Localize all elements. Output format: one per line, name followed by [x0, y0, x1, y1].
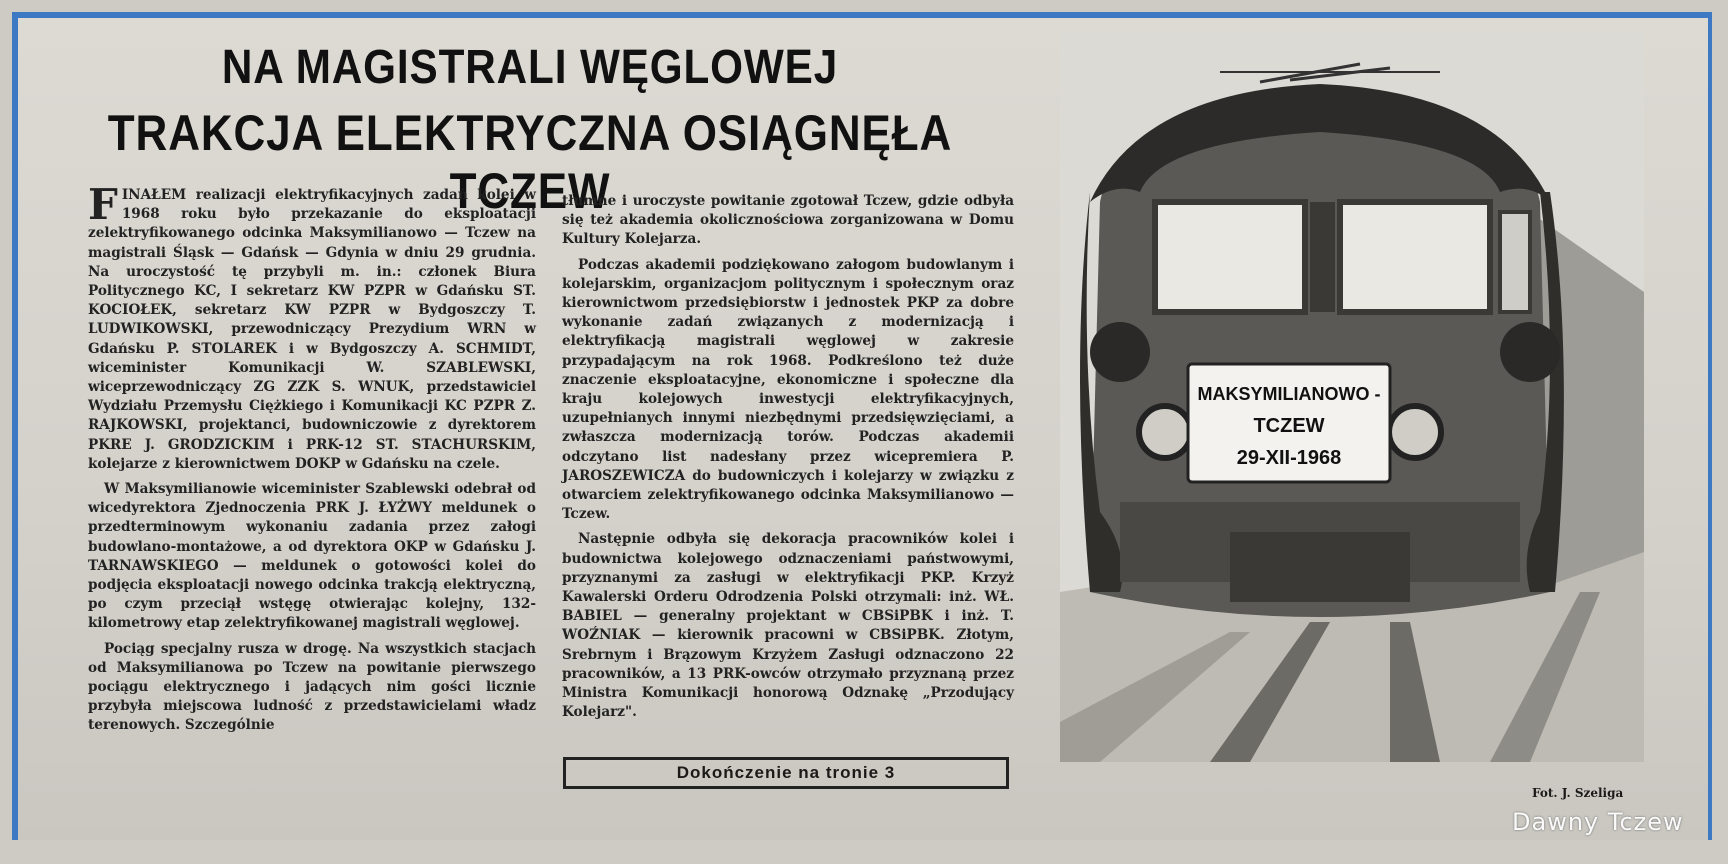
paragraph-5: Podczas akademii podziękowano załogom budowlanym i kolejarskim, organizacjom politycznym i społecznym oraz kierownictwom przedsiębiorstw i jednostek PKP za dobre wykonanie zadań związanych z modernizacją i elektryfikacją magistrali węglowej w zakresie przypadającym na rok 1968. Podkreślono też duże znaczenie eksploatacyjne, ekonomiczne i społeczne dla kraju kolejowych inwestycji elektryfikacyjnych, uzupełnianych innymi niezbędnymi przedsięwzięciami, a zwłaszcza modernizacją torów. Podczas akademii odczytano list nadesłany przez wicepremiera P. JAROSZEWICZA do budowniczych i kolejarzy w związku z otwarciem zelektryfikowanego odcinka Maksymilianowo — Tczew.: [562, 256, 1014, 523]
sign-line-3: 29-XII-1968: [1236, 447, 1342, 469]
watermark: Dawny Tczew: [1512, 808, 1684, 836]
article-column-1: [88, 180, 536, 742]
sign-line-1: MAKSYMILIANOWO -: [1197, 384, 1381, 404]
paragraph-2: W Maksymilianowie wiceminister Szablewski odebrał od wicedyrektora Zjednoczenia PRK J. ŁYŻWY meldunek o przedterminowym wykonaniu zadania przez załogi budowlano-montażowe, a od dyrektora OKP w Gdańsku J. TARNAWSKIEGO — meldunek o gotowości kolei do podjęcia eksploatacji nowego odcinka trakcją elektryczną, po czym przeciął wstęgę otwierając kolejny, 132-kilometrowy etap zelektryfikowanej magistrali węglowej.: [88, 481, 536, 632]
drop-cap: F: [88, 180, 118, 229]
paragraph-6: Następnie odbyła się dekoracja pracowników kolei i budownictwa kolejowego odznaczeniami państwowymi, przyznanymi za zasługi w elektryfikacji PKP. Krzyż Kawalerski Orderu Odrodzenia Polski otrzymali: inż. WŁ. BABIEL — generalny projektant w CBSiPBK i inż. T. WOŹNIAK — kierownik pracowni w CBSiPBK. Złotym, Srebrnym i Brązowym Krzyżem Zasługi odznaczono 22 pracowników, a 13 PRK-owców otrzymało przyznaną przez Ministra Komunikacji honorową Odznakę „Przodujący Kolejarz".: [562, 531, 1014, 721]
train-photo: [1060, 32, 1644, 762]
paragraph-4: tłumne i uroczyste powitanie zgotował Tczew, gdzie odbyła się też akademia okolicznościowa zorganizowana w Domu Kultury Kolejarza.: [562, 193, 1014, 248]
headline-line-1: NA MAGISTRALI WĘGLOWEJ: [221, 41, 839, 94]
electric-train-illustration: [1060, 32, 1644, 762]
paragraph-3: Pociąg specjalny rusza w drogę. Na wszystkich stacjach od Maksymilianowa po Tczew na powitanie pierwszego pociągu elektrycznego i jadących nim gości licznie przybyła miejscowa ludność z przedstawicielami władz terenowych. Szczególnie: [88, 640, 536, 734]
article-column-2: [562, 192, 1014, 728]
paragraph-1-text: INAŁEM realizacji elektryfikacyjnych zadań kolei w 1968 roku było przekazanie do eksploatacji zelektryfikowanego odcinka Maksymilianowo — Tczew na magistrali Śląsk — Gdańsk — Gdynia w dniu 29 grudnia. Na uroczystość tę przybyli m. in.: członek Biura Politycznego KC, I sekretarz KW PZPR w Gdańsku ST. KOCIOŁEK, sekretarz KW PZPR w Bydgoszczy T. LUDWIKOWSKI, przewodniczący Prezydium WRN w Gdańsku P. STOLAREK i w Bydgoszczy A. SCHMIDT, wiceminister Komunikacji W. SZABLEWSKI, wiceprzewodniczący ZG ZZK S. WNUK, przedstawiciel Wydziału Przemysłu Ciężkiego i Komunikacji KC PZPR Z. RAJKOWSKI, projektanci, budowniczowie z dyrektorem PKRE J. GRODZICKIM i PRK-12 ST. STACHURSKIM, kolejarze z kierownictwem DOKP w Gdańsku na czele.: [88, 187, 536, 472]
continuation-notice: Dokończenie na tronie 3: [563, 757, 1009, 789]
paragraph-1: [88, 180, 536, 474]
sign-line-2: TCZEW: [1253, 415, 1325, 437]
photo-credit: Fot. J. Szeliga: [1532, 786, 1624, 800]
headline-line-2: TRAKCJA ELEKTRYCZNA OSIĄGNĘŁA TCZEW: [107, 105, 953, 219]
